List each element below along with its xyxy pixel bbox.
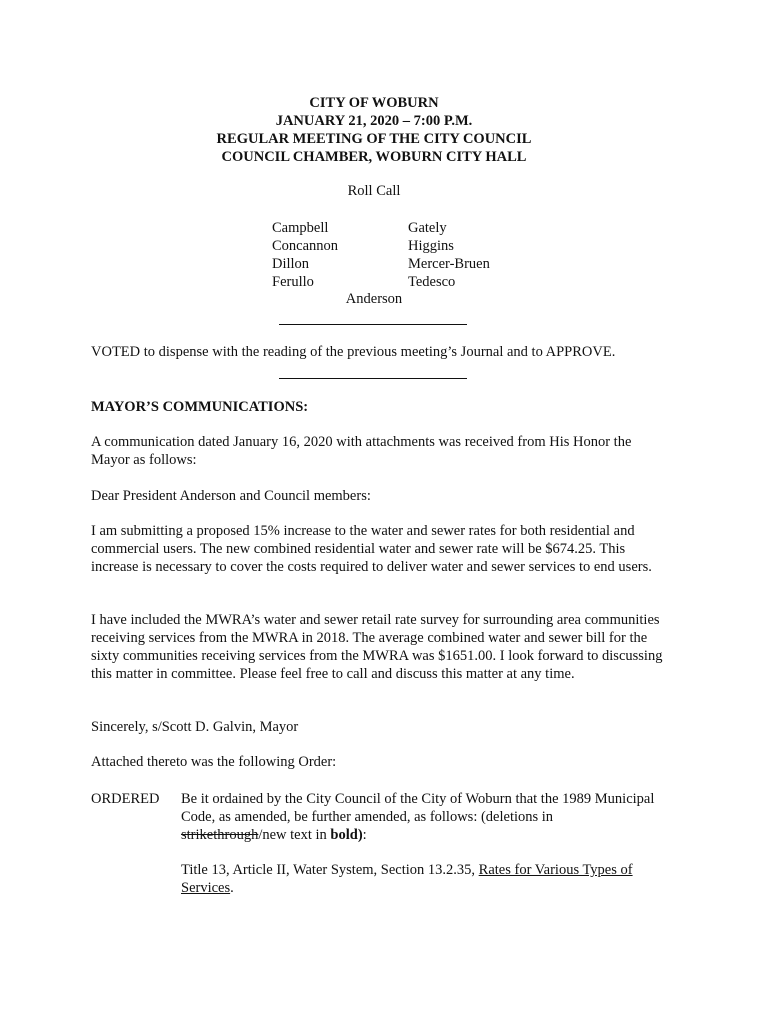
roll-call-name: Ferullo [272,274,314,290]
ordered-text-end: : [362,827,367,843]
section-heading: MAYOR’S COMMUNICATIONS: [91,399,309,415]
signoff: Sincerely, s/Scott D. Galvin, Mayor [91,719,299,735]
roll-call-name: Mercer-Bruen [408,256,490,272]
roll-call-president: Anderson [345,291,403,307]
voted-paragraph: VOTED to dispense with the reading of the previous meeting’s Journal and to APPROVE. [91,344,616,360]
title-underlined: Rates for Various Types of Services [181,862,633,896]
letter-paragraph: I am submitting a proposed 15% increase to the water and sewer rates for both residential and commercial users. The new combined residential water and sewer rate will be $674.25. This increase is necessary to cover the costs required to deliver water and sewer services to end users. [91,523,652,575]
bold-word: bold) [330,827,363,843]
divider-line [279,378,467,379]
communication-paragraph: A communication dated January 16, 2020 with attachments was received from His Honor the Mayor as follows: [91,434,632,468]
letter-paragraph: I have included the MWRA’s water and sewer retail rate survey for surrounding area communities receiving services from the MWRA in 2018. The average combined water and sewer bill for the sixty communities receiving services from the MWRA was $1651.00. I look forward to discussing this matter in committee. Please feel free to call and discuss this matter at any time. [91,612,663,682]
attached-note: Attached thereto was the following Order: [91,754,337,770]
ordered-text-mid: /new text in [258,827,331,843]
header-date: JANUARY 21, 2020 – 7:00 P.M. [275,113,473,129]
salutation: Dear President Anderson and Council members: [91,488,371,504]
header-location: COUNCIL CHAMBER, WOBURN CITY HALL [221,149,527,165]
strikethrough-word: strikethrough [181,827,259,843]
roll-call-name: Concannon [272,238,339,254]
roll-call-name: Gately [408,220,447,236]
roll-call-right-column [408,219,490,291]
header-city: CITY OF WOBURN [309,95,439,111]
title-reference [181,861,661,897]
ordered-text [181,790,661,844]
roll-call-name: Tedesco [408,274,456,290]
roll-call-name: Dillon [272,256,310,272]
ordered-text-main: Be it ordained by the City Council of the City of Woburn that the 1989 Municipal Code, as amended, be further amended, as follows: (deletions in [181,791,655,825]
divider-line [279,324,467,325]
header-meeting: REGULAR MEETING OF THE CITY COUNCIL [216,131,532,147]
ordered-label: ORDERED [91,791,160,807]
roll-call-name: Higgins [408,238,454,254]
document-header [0,94,748,166]
roll-call-left-column [272,219,338,291]
title-prefix: Title 13, Article II, Water System, Section 13.2.35, [181,862,479,878]
title-suffix: . [230,880,234,896]
roll-call-name: Campbell [272,220,329,236]
roll-call-title: Roll Call [347,183,401,199]
